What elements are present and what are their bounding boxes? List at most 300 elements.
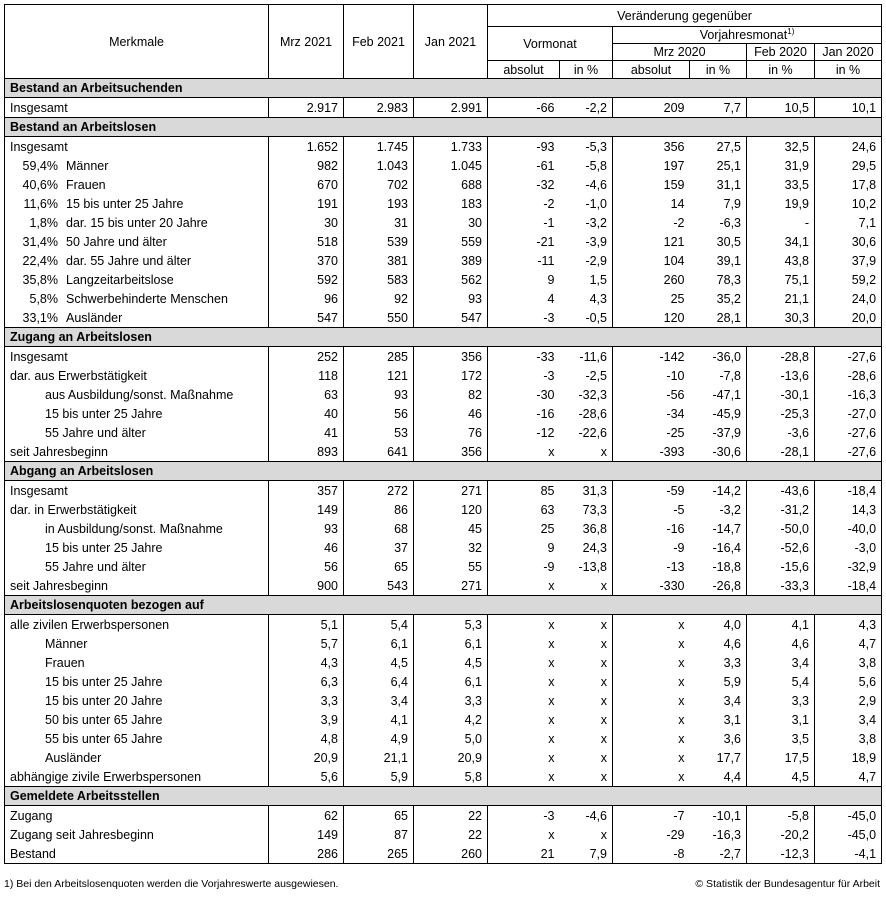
value-cell: -4,6 [560,806,613,826]
month-header-1: Mrz 2021 [269,5,344,79]
value-cell: 25 [540,521,555,536]
value-cell: 17,8 [815,175,882,194]
value-cell: -393 [659,444,685,459]
pct-header: in % [815,61,882,79]
value-cell: -1 [543,215,555,230]
value-cell: -11,6 [560,347,613,367]
row-label: 55 Jahre und älter [5,557,269,576]
value-cell: x [678,636,685,651]
value-cell: -13,6 [747,366,815,385]
absolut-header: absolut [488,61,560,79]
value-cell: 86 [344,500,414,519]
value-cell: 27,5 [690,137,747,157]
value-cell: 93 [414,289,488,308]
value-cell: -5,8 [560,156,613,175]
value-cell: 3,4 [690,691,747,710]
value-cell: x [560,691,613,710]
value-cell: 356 [414,347,488,367]
value-cell: -142 [659,349,685,364]
value-cell: 6,3 [269,672,344,691]
value-cell: 370 [269,251,344,270]
value-cell: 121 [663,234,685,249]
row-label: Insgesamt [5,347,269,367]
value-cell: 5,6 [815,672,882,691]
value-cell: 56 [344,404,414,423]
vorjahresmonat-header: Vorjahresmonat$^{1)}$ [613,27,882,44]
label-text: Männer [66,158,109,173]
value-cell: x [560,615,613,635]
value-cell: x [548,769,555,784]
value-cell: x [548,578,555,593]
value-cell: 17,7 [690,748,747,767]
value-cell: x [678,655,685,670]
table-row [5,500,882,519]
value-cell: -66 [536,100,555,115]
section-title: Gemeldete Arbeitsstellen [5,787,882,806]
value-cell: 562 [414,270,488,289]
value-cell: x [560,634,613,653]
table-row [5,825,882,844]
value-cell: 4,1 [344,710,414,729]
value-cell: x [678,617,685,632]
table-row [5,767,882,787]
value-cell: 32 [414,538,488,557]
value-cell: 702 [344,175,414,194]
label-text: Frauen [66,177,106,192]
value-cell: 4,3 [815,615,882,635]
value-cell: 4,7 [815,634,882,653]
value-cell: -50,0 [747,519,815,538]
share-percent: 11,6% [23,196,58,211]
value-cell: 4,6 [690,634,747,653]
value-cell: 3,4 [344,691,414,710]
row-label: 15 bis unter 20 Jahre [5,691,269,710]
row-label [5,289,269,308]
value-cell: 3,1 [747,710,815,729]
value-cell: -45,9 [690,404,747,423]
value-cell: 381 [344,251,414,270]
value-cell: 559 [414,232,488,251]
row-label: Ausländer [5,748,269,767]
value-cell: -13,8 [560,557,613,576]
value-cell: 33,5 [747,175,815,194]
value-cell: 4,1 [747,615,815,635]
value-cell: -32 [536,177,555,192]
value-cell: 3,3 [414,691,488,710]
value-cell: 14 [670,196,685,211]
row-label [5,175,269,194]
value-cell: 389 [414,251,488,270]
value-cell: -7,8 [690,366,747,385]
value-cell: x [678,750,685,765]
value-cell: 3,4 [815,710,882,729]
value-cell: -45,0 [815,825,882,844]
value-cell: 18,9 [815,748,882,767]
value-cell: -36,0 [690,347,747,367]
value-cell: 6,1 [414,672,488,691]
value-cell: -10,1 [690,806,747,826]
copyright: © Statistik der Bundesagentur für Arbeit [695,878,880,890]
table-row [5,844,882,864]
row-label: Insgesamt [5,137,269,157]
section-title: Arbeitslosenquoten bezogen auf [5,596,882,615]
value-cell: -28,6 [815,366,882,385]
table-row [5,710,882,729]
share-percent: 31,4% [22,234,58,249]
value-cell: -2,5 [560,366,613,385]
row-label: dar. aus Erwerbstätigkeit [5,366,269,385]
table-row [5,481,882,501]
value-cell: 4,5 [344,653,414,672]
table-row [5,672,882,691]
value-cell: 1.733 [414,137,488,157]
value-cell: 7,7 [690,98,747,118]
value-cell: 25,1 [690,156,747,175]
value-cell: -5,8 [747,806,815,826]
value-cell: 197 [663,158,685,173]
value-cell: x [560,729,613,748]
vj-month-header-1: Mrz 2020 [613,44,747,61]
value-cell: 982 [269,156,344,175]
section-title: Zugang an Arbeitslosen [5,328,882,347]
value-cell: 120 [663,310,685,325]
value-cell: 55 [414,557,488,576]
row-label: Insgesamt [5,481,269,501]
value-cell: -40,0 [815,519,882,538]
value-cell: -6,3 [690,213,747,232]
value-cell: 24,0 [815,289,882,308]
value-cell: x [548,750,555,765]
value-cell: -16,4 [690,538,747,557]
value-cell: x [560,576,613,596]
table-row [5,615,882,635]
value-cell: 4,7 [815,767,882,787]
value-cell: x [560,825,613,844]
value-cell: -3,6 [747,423,815,442]
value-cell: -33 [536,349,555,364]
value-cell: -5 [673,502,685,517]
value-cell: 46 [269,538,344,557]
value-cell: -3 [543,310,555,325]
value-cell: 547 [414,308,488,328]
row-label [5,251,269,270]
value-cell: 4,8 [269,729,344,748]
statistics-table [4,4,882,864]
value-cell: -2,7 [690,844,747,864]
value-cell: 3,5 [747,729,815,748]
value-cell: 120 [414,500,488,519]
value-cell: -61 [536,158,555,173]
row-label: in Ausbildung/sonst. Maßnahme [5,519,269,538]
value-cell: 4,2 [414,710,488,729]
value-cell: -33,3 [747,576,815,596]
value-cell: 4,9 [344,729,414,748]
value-cell: 1.045 [414,156,488,175]
pct-header: in % [560,61,613,79]
value-cell: 9 [547,272,555,287]
table-row [5,194,882,213]
value-cell: x [548,827,555,842]
table-row [5,653,882,672]
value-cell: x [678,693,685,708]
value-cell: -27,6 [815,347,882,367]
value-cell: 539 [344,232,414,251]
value-cell: -10 [666,368,685,383]
value-cell: -3,0 [815,538,882,557]
value-cell: -26,8 [690,576,747,596]
value-cell: 4,3 [560,289,613,308]
month-header-2: Feb 2021 [344,5,414,79]
value-cell: -25 [666,425,685,440]
value-cell: -47,1 [690,385,747,404]
section-header-row [5,596,882,615]
value-cell: 121 [344,366,414,385]
value-cell: 5,3 [414,615,488,635]
row-label: aus Ausbildung/sonst. Maßnahme [5,385,269,404]
table-row [5,385,882,404]
value-cell: x [548,674,555,689]
table-row [5,404,882,423]
value-cell: 3,8 [815,653,882,672]
value-cell: x [548,693,555,708]
row-label [5,232,269,251]
value-cell: -9 [543,559,555,574]
row-label: Männer [5,634,269,653]
value-cell: x [560,653,613,672]
row-label: Bestand [5,844,269,864]
value-cell: -29 [666,827,685,842]
table-row [5,251,882,270]
table-row [5,519,882,538]
table-row [5,557,882,576]
value-cell: 3,9 [269,710,344,729]
value-cell: -16,3 [815,385,882,404]
value-cell: 17,5 [747,748,815,767]
value-cell: 688 [414,175,488,194]
value-cell: -21 [536,234,555,249]
value-cell: -93 [536,139,555,154]
value-cell: 43,8 [747,251,815,270]
row-label: 15 bis unter 25 Jahre [5,538,269,557]
value-cell: 5,4 [344,615,414,635]
value-cell: -3 [543,368,555,383]
value-cell: -30,1 [747,385,815,404]
value-cell: x [548,712,555,727]
value-cell: 2.983 [344,98,414,118]
value-cell: -4,6 [560,175,613,194]
row-label: abhängige zivile Erwerbspersonen [5,767,269,787]
value-cell: -8 [613,844,690,864]
section-header-row [5,328,882,347]
value-cell: 93 [344,385,414,404]
row-label: 50 bis unter 65 Jahre [5,710,269,729]
value-cell: 96 [269,289,344,308]
value-cell: 63 [269,385,344,404]
value-cell: 3,3 [690,653,747,672]
value-cell: -2,2 [560,98,613,118]
value-cell: 4,5 [414,653,488,672]
value-cell: 30,5 [690,232,747,251]
value-cell: -3,9 [560,232,613,251]
value-cell: -30,6 [690,442,747,462]
value-cell: -32,9 [815,557,882,576]
value-cell: -18,4 [815,576,882,596]
table-row [5,137,882,157]
value-cell: x [548,731,555,746]
value-cell: 14,3 [815,500,882,519]
value-cell: -3,2 [560,213,613,232]
value-cell: 29,5 [815,156,882,175]
share-percent: 59,4% [22,158,58,173]
value-cell: 357 [269,481,344,501]
section-title: Bestand an Arbeitslosen [5,118,882,137]
value-cell: -3 [543,808,555,823]
value-cell: -18,8 [690,557,747,576]
value-cell: - [747,213,815,232]
pct-header: in % [747,61,815,79]
value-cell: x [678,712,685,727]
value-cell: 40 [269,404,344,423]
value-cell: 46 [414,404,488,423]
value-cell: 550 [344,308,414,328]
value-cell: 4,4 [690,767,747,787]
value-cell: -45,0 [815,806,882,826]
value-cell: 22 [414,806,488,826]
row-label [5,270,269,289]
table-row [5,213,882,232]
value-cell: 547 [269,308,344,328]
value-cell: -12,3 [747,844,815,864]
value-cell: 85 [540,483,555,498]
value-cell: 37 [344,538,414,557]
value-cell: 30,6 [815,232,882,251]
value-cell: 32,5 [747,137,815,157]
value-cell: 76 [414,423,488,442]
value-cell: x [678,674,685,689]
value-cell: -2 [543,196,555,211]
table-row [5,806,882,826]
value-cell: 3,8 [815,729,882,748]
value-cell: 356 [414,442,488,462]
value-cell: -16 [666,521,685,536]
value-cell: -28,1 [747,442,815,462]
value-cell: 31,3 [560,481,613,501]
section-title: Bestand an Arbeitsuchenden [5,79,882,98]
table-row [5,576,882,596]
month-header-3: Jan 2021 [414,5,488,79]
row-label: 55 bis unter 65 Jahre [5,729,269,748]
table-row [5,232,882,251]
value-cell: -18,4 [815,481,882,501]
value-cell: 31,1 [690,175,747,194]
value-cell: 68 [344,519,414,538]
value-cell: 118 [269,366,344,385]
share-percent: 1,8% [29,215,58,230]
value-cell: -2,9 [560,251,613,270]
value-cell: -14,7 [690,519,747,538]
value-cell: 87 [344,825,414,844]
vj-month-header-2: Feb 2020 [747,44,815,61]
value-cell: 271 [414,576,488,596]
value-cell: 592 [269,270,344,289]
section-header-row [5,118,882,137]
value-cell: 2.917 [269,98,344,118]
table-row [5,423,882,442]
value-cell: 75,1 [747,270,815,289]
value-cell: -34 [666,406,685,421]
value-cell: 7,1 [815,213,882,232]
value-cell: 30 [414,213,488,232]
value-cell: 272 [344,481,414,501]
value-cell: -25,3 [747,404,815,423]
value-cell: 3,3 [269,691,344,710]
value-cell: 6,1 [344,634,414,653]
value-cell: 10,2 [815,194,882,213]
value-cell: 56 [269,557,344,576]
value-cell: -11 [537,253,555,268]
value-cell: 24,6 [815,137,882,157]
value-cell: 92 [344,289,414,308]
value-cell: 1.043 [344,156,414,175]
table-row [5,270,882,289]
value-cell: 6,4 [344,672,414,691]
value-cell: 5,0 [414,729,488,748]
value-cell: 9 [547,540,555,555]
value-cell: 5,6 [269,767,344,787]
value-cell: -5,3 [560,137,613,157]
label-text: dar. 55 Jahre und älter [66,253,192,268]
value-cell: x [678,769,685,784]
value-cell: 19,9 [747,194,815,213]
value-cell: 260 [414,844,488,864]
pct-header: in % [690,61,747,79]
value-cell: 2.991 [414,98,488,118]
value-cell: 62 [269,806,344,826]
value-cell: 41 [269,423,344,442]
value-cell: 4,6 [747,634,815,653]
value-cell: x [560,767,613,787]
value-cell: 286 [269,844,344,864]
value-cell: 149 [269,825,344,844]
value-cell: -13 [666,559,685,574]
value-cell: 252 [269,347,344,367]
value-cell: 1.652 [269,137,344,157]
value-cell: -2 [673,215,685,230]
table-row [5,156,882,175]
value-cell: 2,9 [815,691,882,710]
row-label: 55 Jahre und älter [5,423,269,442]
table-row [5,729,882,748]
value-cell: 20,0 [815,308,882,328]
row-label: 15 bis unter 25 Jahre [5,404,269,423]
value-cell: 53 [344,423,414,442]
value-cell: 30,3 [747,308,815,328]
value-cell: 93 [269,519,344,538]
value-cell: 265 [344,844,414,864]
value-cell: -14,2 [690,481,747,501]
value-cell: -7 [673,808,685,823]
value-cell: 5,7 [269,634,344,653]
value-cell: 356 [663,139,685,154]
value-cell: 104 [663,253,685,268]
value-cell: 45 [414,519,488,538]
value-cell: 3,1 [690,710,747,729]
value-cell: 20,9 [414,748,488,767]
value-cell: 5,4 [747,672,815,691]
value-cell: 39,1 [690,251,747,270]
value-cell: 21,1 [344,748,414,767]
row-label: Zugang seit Jahresbeginn [5,825,269,844]
